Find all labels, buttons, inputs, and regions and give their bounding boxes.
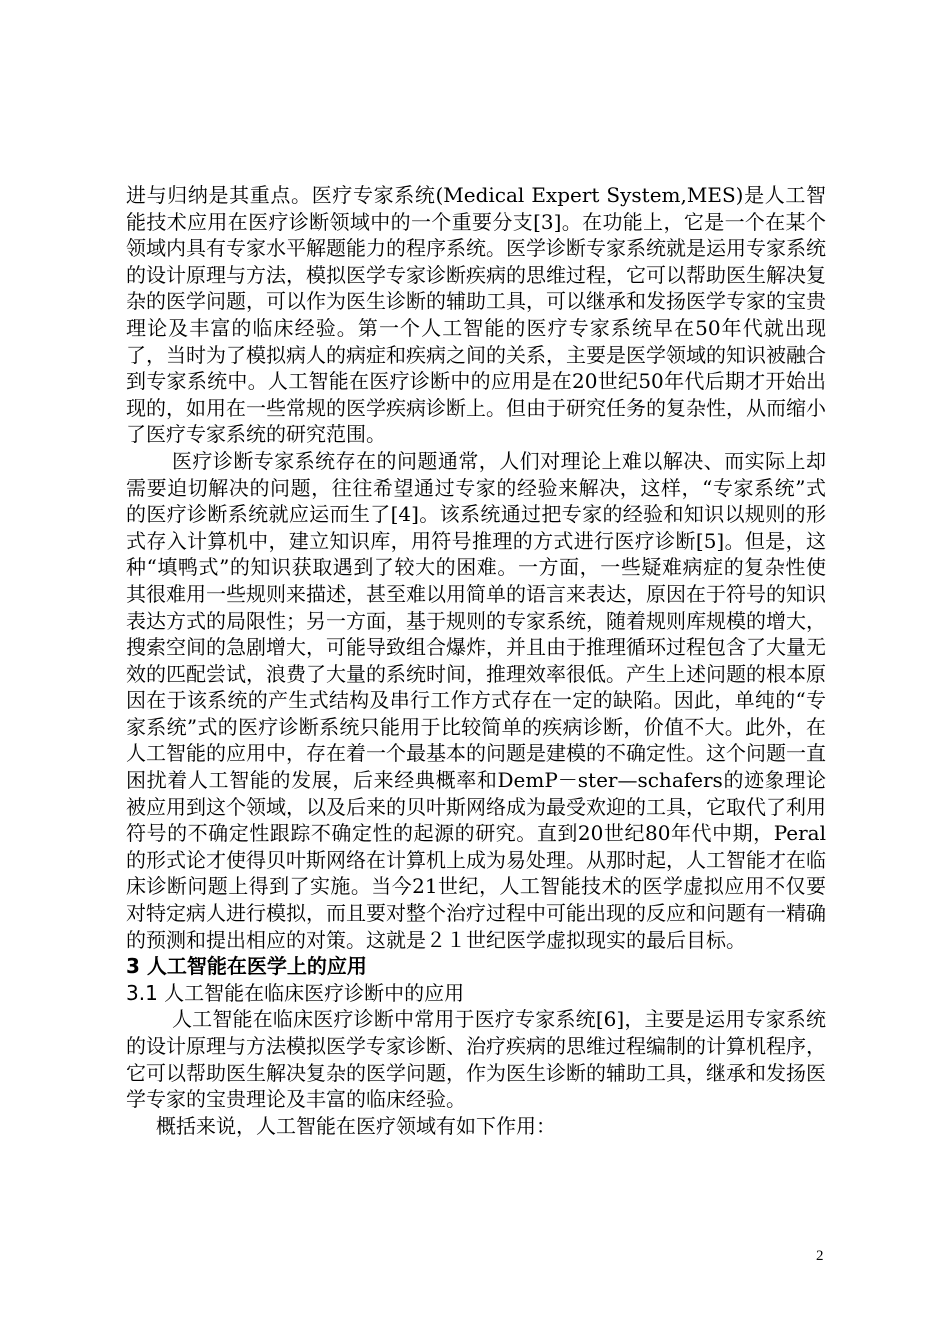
paragraph-summary-intro: 概括来说，人工智能在医疗领域有如下作用： [156, 1113, 556, 1138]
page-number: 2 [816, 1248, 824, 1264]
paragraph-expert-system-problems: 医疗诊断专家系统存在的问题通常，人们对理论上难以解决、而实际上却需要迫切解决的问题，往往希望通过专家的经验来解决，这样，“专家系统”式的医疗诊断系统就应运而生了[4]。该系统通过把专家的经验和知识以规则的形式存入计算机中，建立知识库，用符号推理的方式进行医疗诊断[5]。但是，这种“填鸭式”的知识获取遇到了较大的困难。一方面，一些疑难病症的复杂性使其很难用一些规则来描述，甚至难以用简单的语言来表达，原因在于符号的知识表达方式的局限性；另一方面，基于规则的专家系统，随着规则库规模的增大，搜索空间的急剧增大，可能导致组合爆炸，并且由于推理循环过程包含了大量无效的匹配尝试，浪费了大量的系统时间，推理效率很低。产生上述问题的根本原因在于该系统的产生式结构及串行工作方式存在一定的缺陷。因此，单纯的“专家系统”式的医疗诊断系统只能用于比较简单的疾病诊断，价值不大。此外，在人工智能的应用中，存在着一个最基本的问题是建模的不确定性。这个问题一直困扰着人工智能的发展，后来经典概率和DemP－ster—schafers的迹象理论被应用到这个领域，以及后来的贝叶斯网络成为最受欢迎的工具，它取代了利用符号的不确定性跟踪不确定性的起源的研究。直到20世纪80年代中期，Peral的形式论才使得贝叶斯网络在计算机上成为易处理。从那时起，人工智能才在临床诊断问题上得到了实施。当今21世纪，人工智能技术的医学虚拟应用不仅要对特定病人进行模拟，而且要对整个治疗过程中可能出现的反应和问题有一精确的预测和提出相应的对策。这就是２１世纪医学虚拟现实的最后目标。 [126, 448, 826, 952]
subsection-heading-3-1: 3.1 人工智能在临床医疗诊断中的应用 [126, 980, 465, 1005]
section-heading-3: 3 人工智能在医学上的应用 [126, 954, 367, 979]
document-body [126, 182, 826, 1139]
paragraph-clinical-diagnosis: 人工智能在临床医疗诊断中常用于医疗专家系统[6]，主要是运用专家系统的设计原理与方法模拟医学专家诊断、治疗疾病的思维过程编制的计算机程序，它可以帮助医生解决复杂的医学问题，作为医生诊断的辅助工具，继承和发扬医学专家的宝贵理论及丰富的临床经验。 [126, 1007, 826, 1112]
paragraph-mes-intro: 进与归纳是其重点。医疗专家系统(Medical Expert System,MES)是人工智能技术应用在医疗诊断领域中的一个重要分支[3]。在功能上，它是一个在某个领域内具有专家水平解题能力的程序系统。医学诊断专家系统就是运用专家系统的设计原理与方法，模拟医学专家诊断疾病的思维过程，它可以帮助医生解决复杂的医学问题，可以作为医生诊断的辅助工具，可以继承和发扬医学专家的宝贵理论及丰富的临床经验。第一个人工智能的医疗专家系统早在50年代就出现了，当时为了模拟病人的病症和疾病之间的关系，主要是医学领域的知识被融合到专家系统中。人工智能在医疗诊断中的应用是在20世纪50年代后期才开始出现的，如用在一些常规的医学疾病诊断上。但由于研究任务的复杂性，从而缩小了医疗专家系统的研究范围。 [126, 183, 826, 447]
